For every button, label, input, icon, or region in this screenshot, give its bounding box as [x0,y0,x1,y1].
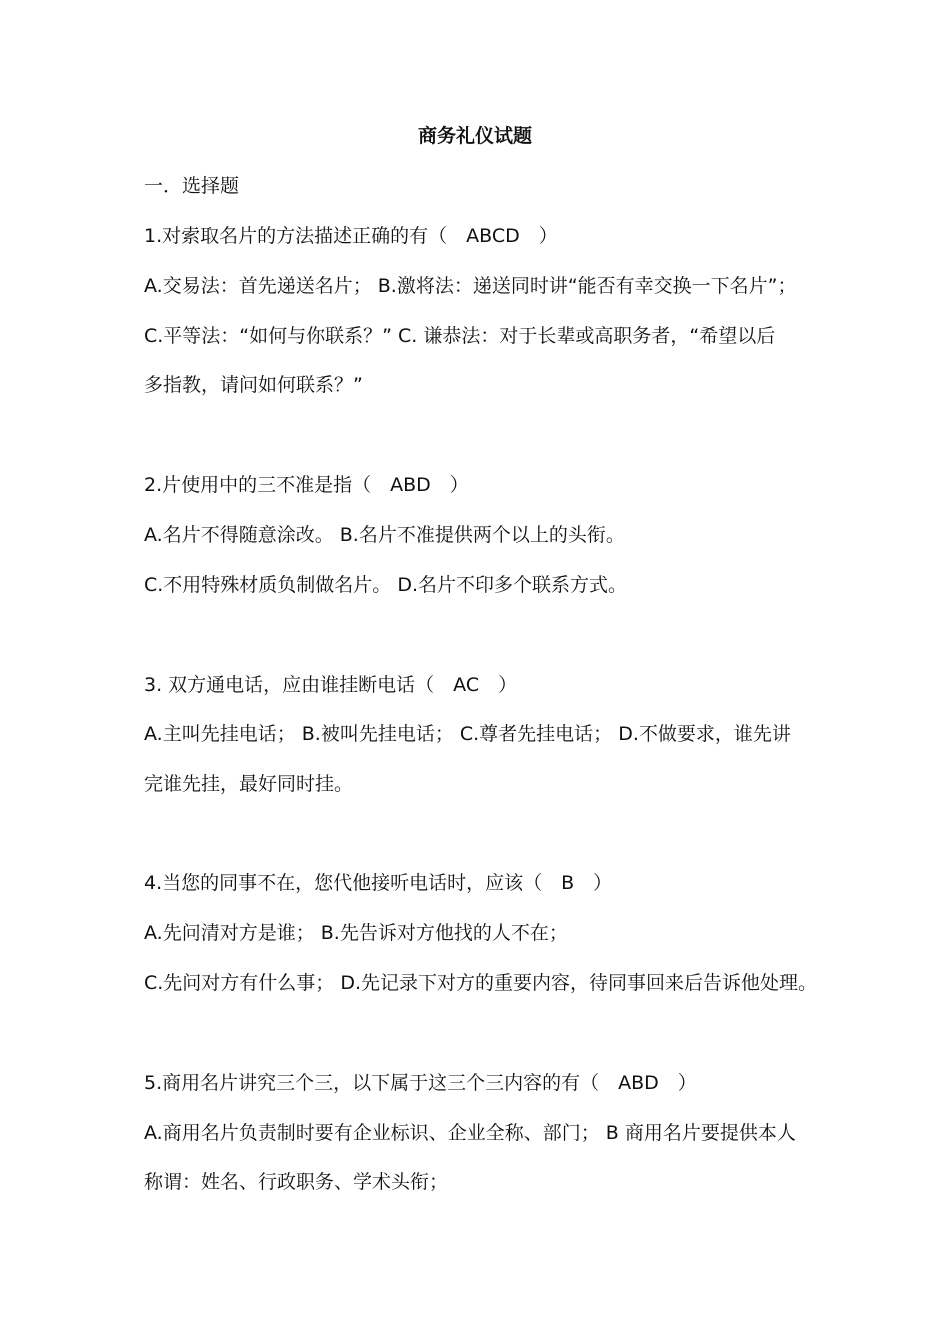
question-3-stem: 3. 双方通电话，应由谁挂断电话（ AC ） [144,674,518,696]
question-4-options-line-2: C.先问对方有什么事； D.先记录下对方的重要内容，待同事回来后告诉他处理。 [144,972,818,994]
question-5-stem: 5.商用名片讲究三个三，以下属于这三个三内容的有（ ABD ） [144,1072,697,1094]
question-1-stem: 1.对索取名片的方法描述正确的有（ ABCD ） [144,225,558,247]
document-title: 商务礼仪试题 [417,125,532,147]
section-heading: 一．选择题 [144,175,240,197]
question-1-options-line-2: C.平等法：“如何与你联系？” C. 谦恭法：对于长辈或高职务者，“希望以后 [144,325,776,347]
question-1-options-line-1: A.交易法：首先递送名片； B.激将法：递送同时讲“能否有幸交换一下名片”； [144,275,797,297]
question-3-options-line-1: A.主叫先挂电话； B.被叫先挂电话； C.尊者先挂电话； D.不做要求，谁先讲 [144,723,791,745]
question-5-options-line-2: 称谓：姓名、行政职务、学术头衔； [144,1171,449,1193]
question-4-options-line-1: A.先问清对方是谁； B.先告诉对方他找的人不在； [144,922,568,944]
question-5-options-line-1: A.商用名片负责制时要有企业标识、企业全称、部门； B 商用名片要提供本人 [144,1122,796,1144]
question-2-options-line-2: C.不用特殊材质负制做名片。 D.名片不印多个联系方式。 [144,574,628,596]
question-3-options-line-2: 完谁先挂，最好同时挂。 [144,773,354,795]
question-2-options-line-1: A.名片不得随意涂改。 B.名片不准提供两个以上的头衔。 [144,524,625,546]
question-1-options-line-3: 多指教，请问如何联系？” [144,374,363,396]
question-4-stem: 4.当您的同事不在，您代他接听电话时，应该（ B ） [144,872,613,894]
question-2-stem: 2.片使用中的三不准是指（ ABD ） [144,474,469,496]
